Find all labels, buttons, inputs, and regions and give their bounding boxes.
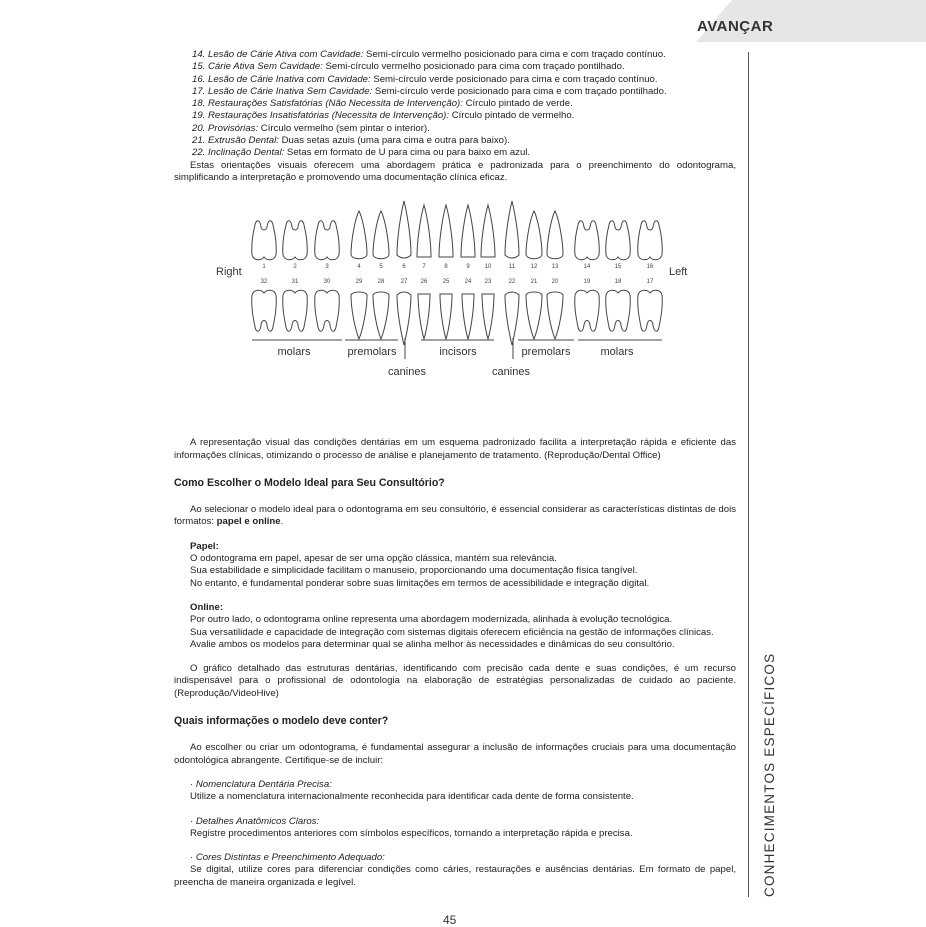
list-item: 22. Inclinação Dental: Setas em formato de U para cima ou para baixo em azul. bbox=[192, 147, 531, 159]
lower-tooth-number: 22 bbox=[508, 279, 516, 286]
lower-tooth-number: 20 bbox=[551, 279, 559, 286]
online-line: Sua versatilidade e capacidade de integração com sistemas digitais oferecem eficiência na gestão de informações clínicas. bbox=[190, 626, 714, 638]
list-item: 15. Cárie Ativa Sem Cavidade: Semi-círculo vermelho posicionado para cima com traçado pontilhado. bbox=[192, 61, 625, 73]
upper-tooth bbox=[315, 221, 340, 260]
lower-tooth bbox=[505, 292, 519, 345]
lower-tooth-number: 18 bbox=[614, 279, 622, 286]
info-item bbox=[174, 852, 736, 889]
canines-left-label: canines bbox=[492, 366, 530, 379]
incisors-label: incisors bbox=[439, 346, 477, 359]
page-content bbox=[174, 49, 736, 889]
lower-tooth-number: 28 bbox=[377, 279, 385, 286]
upper-tooth bbox=[283, 221, 308, 260]
side-divider bbox=[748, 52, 749, 897]
upper-tooth-number: 3 bbox=[325, 264, 329, 271]
paper-block bbox=[174, 541, 736, 590]
lower-tooth-number: 19 bbox=[583, 279, 591, 286]
info-item-title: · Nomenclatura Dentária Precisa: bbox=[190, 778, 332, 790]
list-item: 16. Lesão de Cárie Inativa com Cavidade: Semi-círculo verde posicionado para cima e com traçado contínuo. bbox=[192, 73, 658, 85]
section1-intro: Ao selecionar o modelo ideal para o odontograma em seu consultório, é essencial considerar as características distintas de dois formatos: papel e online. bbox=[174, 504, 736, 528]
lower-tooth-number: 32 bbox=[260, 279, 268, 286]
upper-tooth-number: 7 bbox=[422, 264, 426, 271]
left-label: Left bbox=[669, 266, 688, 279]
list-item: 18. Restaurações Satisfatórias (Não Necessita de Intervenção): Círculo pintado de verde. bbox=[192, 98, 573, 110]
lower-tooth bbox=[418, 294, 430, 339]
lower-tooth bbox=[606, 290, 631, 331]
upper-tooth bbox=[351, 211, 367, 259]
lower-tooth bbox=[440, 294, 452, 339]
lower-tooth-number: 17 bbox=[646, 279, 654, 286]
upper-tooth-number: 9 bbox=[466, 264, 470, 271]
upper-tooth bbox=[505, 201, 519, 258]
list-item: 14. Lesão de Cárie Ativa com Cavidade: Semi-círculo vermelho posicionado para cima e com traçado contínuo. bbox=[192, 49, 666, 60]
upper-tooth-number: 14 bbox=[583, 264, 591, 271]
lower-tooth bbox=[315, 290, 340, 331]
upper-tooth bbox=[526, 211, 542, 259]
list-item: 17. Lesão de Cárie Inativa Sem Cavidade: Semi-círculo verde posicionado para cima e com traçado pontilhado. bbox=[192, 85, 667, 97]
info-item-text: Registre procedimentos anteriores com símbolos específicos, tornando a interpretação rápida e precisa. bbox=[190, 827, 633, 839]
paper-line: O odontograma em papel, apesar de ser uma opção clássica, mantém sua relevância. bbox=[190, 553, 557, 565]
lower-tooth bbox=[351, 292, 367, 339]
premolars-right-label: premolars bbox=[347, 346, 397, 359]
lower-tooth-number: 29 bbox=[355, 279, 363, 286]
lower-tooth bbox=[462, 294, 474, 339]
upper-tooth bbox=[461, 205, 475, 257]
upper-tooth-number: 4 bbox=[357, 264, 361, 271]
info-item-title: · Detalhes Anatômicos Claros: bbox=[190, 815, 320, 827]
paper-line: Sua estabilidade e simplicidade facilitam o manuseio, proporcionando uma documentação física tangível. bbox=[190, 565, 638, 577]
info-item-text: Se digital, utilize cores para diferenciar condições como cáries, restaurações e ausências dentárias. Em formato de papel, preencha de maneira organizada e legível. bbox=[174, 864, 736, 888]
section-heading-2: Quais informações o modelo deve conter? bbox=[174, 715, 389, 728]
upper-tooth-number: 16 bbox=[646, 264, 654, 271]
upper-tooth-number: 1 bbox=[262, 264, 266, 271]
upper-tooth-number: 15 bbox=[614, 264, 622, 271]
lower-tooth bbox=[547, 292, 563, 339]
upper-tooth-number: 5 bbox=[379, 264, 383, 271]
upper-tooth bbox=[373, 211, 389, 259]
lower-tooth-number: 23 bbox=[484, 279, 492, 286]
tooth-chart-svg bbox=[174, 199, 736, 425]
paper-line: No entanto, é fundamental ponderar sobre suas limitações em termos de acessibilidade e integração digital. bbox=[190, 577, 650, 589]
lower-tooth bbox=[526, 292, 542, 339]
upper-tooth-number: 6 bbox=[402, 264, 406, 271]
lower-tooth-number: 30 bbox=[323, 279, 331, 286]
brand-logo: AVANÇAR bbox=[697, 18, 774, 35]
lower-tooth-number: 26 bbox=[420, 279, 428, 286]
upper-tooth bbox=[638, 221, 663, 260]
lower-tooth bbox=[638, 290, 663, 331]
intro-closing-paragraph: Estas orientações visuais oferecem uma abordagem prática e padronizada para o preenchimento do odontograma, simplificando a interpretação e promovendo uma documentação clínica eficaz. bbox=[174, 159, 736, 183]
lower-tooth bbox=[373, 292, 389, 339]
upper-tooth bbox=[481, 205, 495, 257]
upper-tooth-number: 13 bbox=[551, 264, 559, 271]
side-section-label: CONHECIMENTOS ESPECÍFICOS bbox=[762, 652, 777, 897]
lower-tooth bbox=[283, 290, 308, 331]
upper-tooth bbox=[547, 211, 563, 259]
molars-left-label: molars bbox=[600, 346, 634, 359]
online-label: Online: bbox=[190, 601, 224, 613]
legend-list bbox=[174, 49, 736, 160]
page-number: 45 bbox=[443, 913, 457, 927]
upper-tooth-number: 11 bbox=[508, 264, 516, 271]
section-heading-1: Como Escolher o Modelo Ideal para Seu Consultório? bbox=[174, 476, 445, 489]
upper-tooth bbox=[575, 221, 600, 260]
info-item bbox=[174, 779, 736, 804]
lower-tooth-number: 21 bbox=[530, 279, 538, 286]
paper-label: Papel: bbox=[190, 540, 219, 552]
upper-tooth-number: 2 bbox=[293, 264, 297, 271]
lower-tooth bbox=[252, 290, 277, 331]
online-block bbox=[174, 602, 736, 651]
canines-right-label: canines bbox=[388, 366, 426, 379]
lower-tooth bbox=[397, 292, 411, 345]
list-item: 19. Restaurações Insatisfatórias (Necessita de Intervenção): Círculo pintado de vermelho. bbox=[192, 110, 575, 122]
upper-tooth-number: 10 bbox=[484, 264, 492, 271]
list-item: 20. Provisórias: Círculo vermelho (sem pintar o interior). bbox=[192, 122, 430, 134]
info-item bbox=[174, 816, 736, 841]
right-label: Right bbox=[216, 266, 242, 279]
tooth-chart-diagram bbox=[174, 199, 736, 425]
info-item-text: Utilize a nomenclatura internacionalmente reconhecida para identificar cada dente de forma consistente. bbox=[190, 791, 634, 803]
online-line: Por outro lado, o odontograma online representa uma abordagem modernizada, alinhada à evolução tecnológica. bbox=[190, 614, 673, 626]
lower-tooth-number: 25 bbox=[442, 279, 450, 286]
premolars-left-label: premolars bbox=[521, 346, 571, 359]
section1-closing: O gráfico detalhado das estruturas dentárias, identificando com precisão cada dente e suas condições, é um recurso indispensável para o profissional de odontologia na elaboração de estratégias personalizadas de cuidado ao paciente. (Reprodução/VideoHive) bbox=[174, 663, 736, 699]
section2-intro: Ao escolher ou criar um odontograma, é fundamental assegurar a inclusão de informações cruciais para uma documentação odontológica abrangente. Certifique-se de incluir: bbox=[174, 742, 736, 766]
lower-tooth-number: 27 bbox=[400, 279, 408, 286]
upper-tooth-number: 8 bbox=[444, 264, 448, 271]
upper-tooth bbox=[417, 205, 431, 257]
lower-tooth-number: 31 bbox=[291, 279, 299, 286]
figure-caption-1: A representação visual das condições dentárias em um esquema padronizado facilita a interpretação rápida e eficiente das informações clínicas, otimizando o processo de análise e planejamento de tratamento. (Reprodução/Dental Office) bbox=[174, 437, 736, 461]
lower-tooth bbox=[482, 294, 494, 339]
upper-tooth bbox=[252, 221, 277, 260]
molars-right-label: molars bbox=[277, 346, 311, 359]
info-item-title: · Cores Distintas e Preenchimento Adequado: bbox=[190, 852, 385, 864]
list-item: 21. Extrusão Dental: Duas setas azuis (uma para cima e outra para baixo). bbox=[192, 135, 510, 147]
upper-tooth-number: 12 bbox=[530, 264, 538, 271]
lower-tooth bbox=[575, 290, 600, 331]
upper-tooth bbox=[397, 201, 411, 258]
upper-tooth bbox=[606, 221, 631, 260]
upper-tooth bbox=[439, 205, 453, 257]
online-line: Avalie ambos os modelos para determinar qual se alinha melhor às necessidades e dinâmicas do seu consultório. bbox=[190, 638, 675, 650]
lower-tooth-number: 24 bbox=[464, 279, 472, 286]
